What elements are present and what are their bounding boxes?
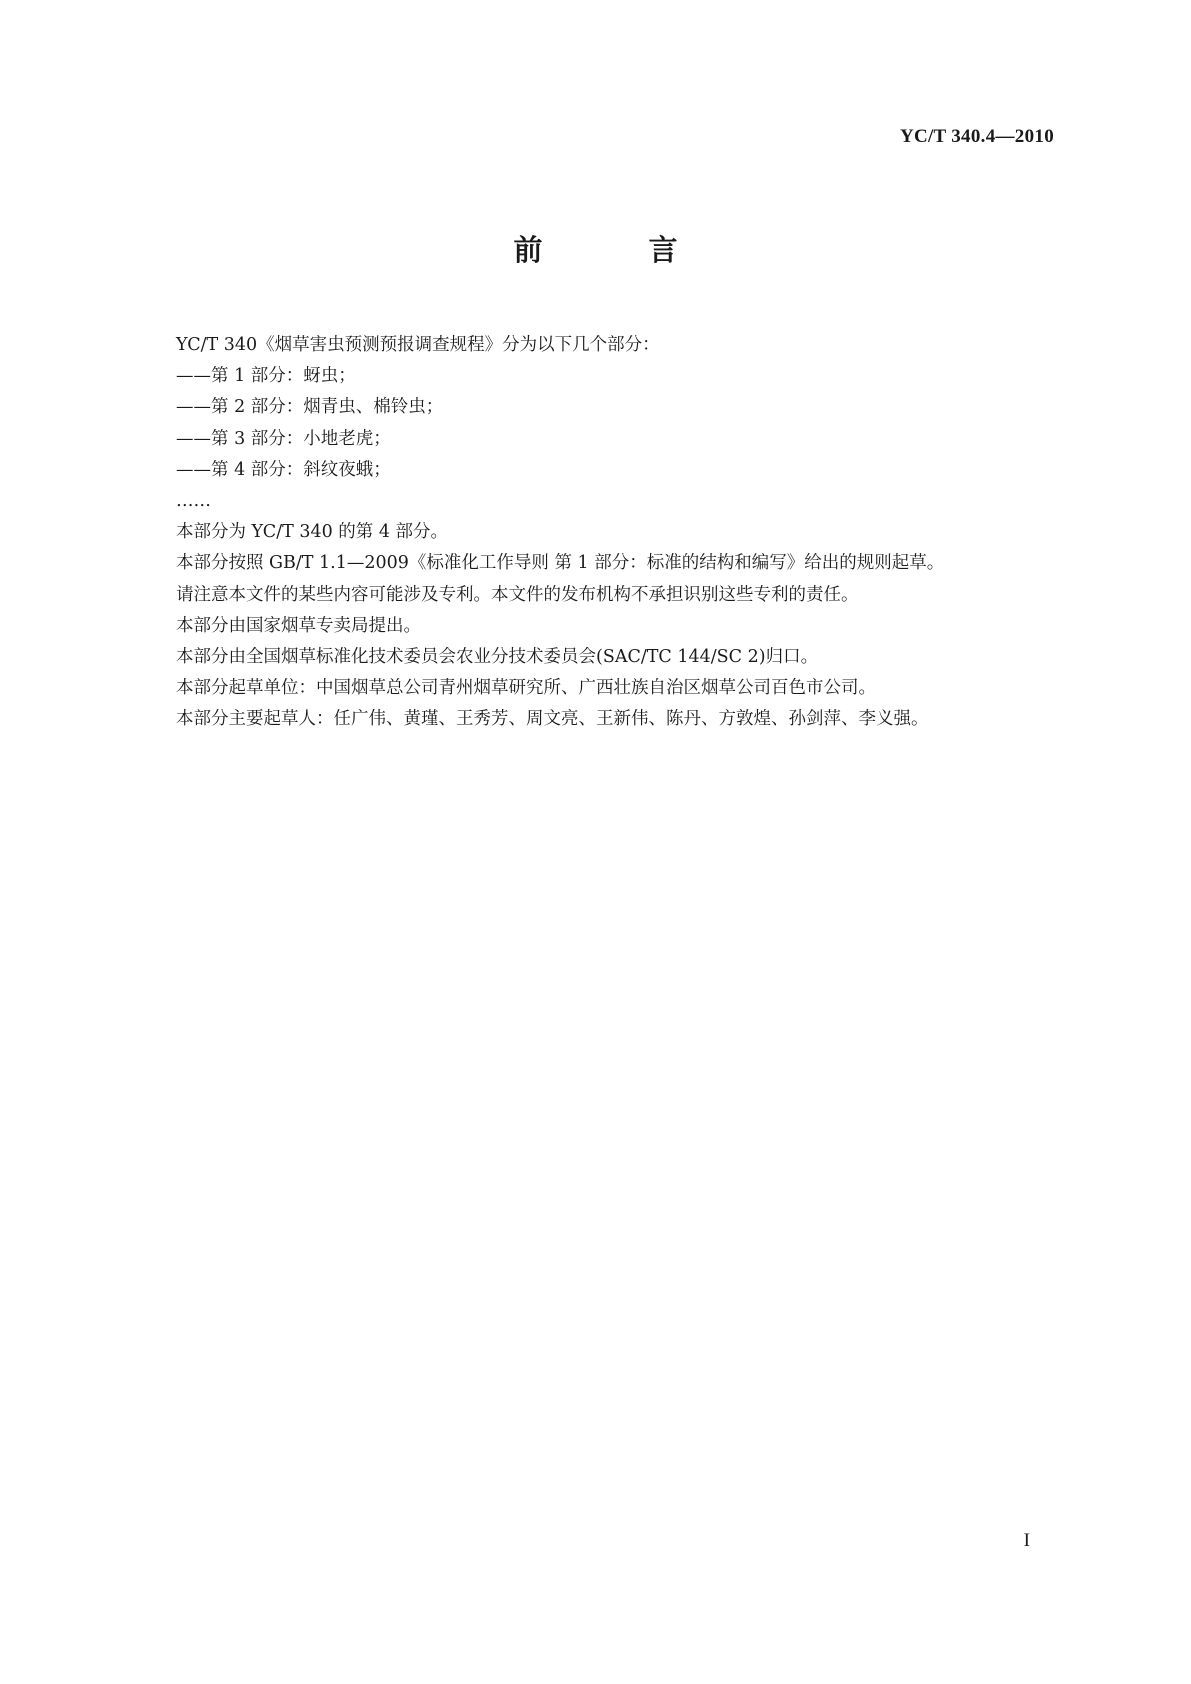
paragraph-committee: 本部分由全国烟草标准化技术委员会农业分技术委员会(SAC/TC 144/SC 2)归口。 bbox=[176, 646, 819, 667]
page-title: 前 言 bbox=[513, 233, 726, 267]
page-number: I bbox=[1023, 1530, 1030, 1551]
paragraph-part-statement: 本部分为 YC/T 340 的第 4 部分。 bbox=[176, 522, 449, 543]
foreword-body bbox=[176, 330, 1056, 735]
list-item-part-3: ——第 3 部分：小地老虎； bbox=[176, 428, 391, 449]
paragraph-drafters: 本部分主要起草人：任广伟、黄瑾、王秀芳、周文亮、王新伟、陈丹、方敦煌、孙剑萍、李义强。 bbox=[176, 709, 929, 730]
list-item-part-4: ——第 4 部分：斜纹夜蛾； bbox=[176, 459, 391, 480]
paragraph-proposer: 本部分由国家烟草专卖局提出。 bbox=[176, 615, 421, 636]
list-ellipsis: …… bbox=[176, 490, 211, 511]
paragraph-drafting-units: 本部分起草单位：中国烟草总公司青州烟草研究所、广西壮族自治区烟草公司百色市公司。 bbox=[176, 678, 876, 699]
list-item-part-2: ——第 2 部分：烟青虫、棉铃虫； bbox=[176, 397, 444, 418]
paragraph-intro: YC/T 340《烟草害虫预测预报调查规程》分为以下几个部分： bbox=[176, 335, 660, 355]
list-item-part-1: ——第 1 部分：蚜虫； bbox=[176, 366, 356, 387]
paragraph-patent-notice: 请注意本文件的某些内容可能涉及专利。本文件的发布机构不承担识别这些专利的责任。 bbox=[176, 584, 859, 605]
document-code: YC/T 340.4—2010 bbox=[899, 126, 1054, 147]
paragraph-drafting-rules: 本部分按照 GB/T 1.1—2009《标准化工作导则 第 1 部分：标准的结构和编写》给出的规则起草。 bbox=[176, 553, 945, 574]
